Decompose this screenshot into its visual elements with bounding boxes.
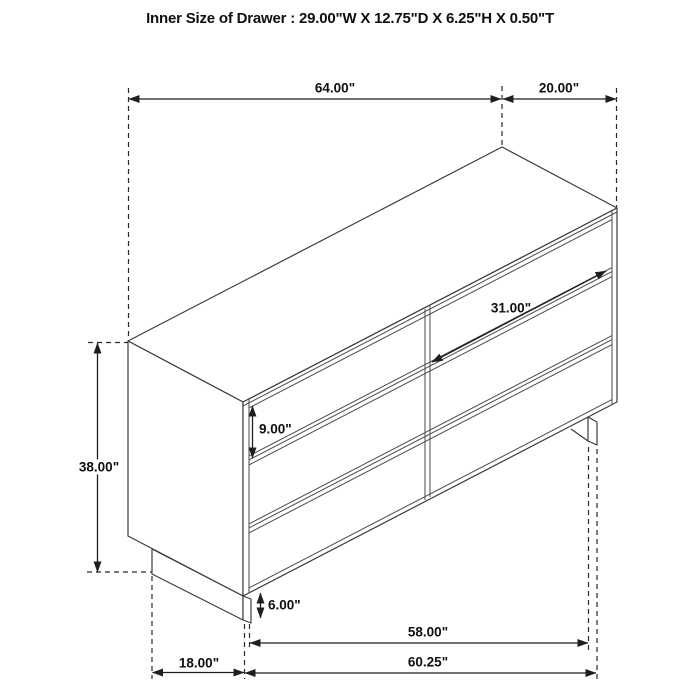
overall-width-dimension-label: 64.00" [314, 80, 356, 96]
overall-height-dimension-label: 38.00" [76, 460, 122, 475]
base-outer-width-dimension-label: 60.25" [407, 654, 449, 670]
base-inner-width-dimension-label: 58.00" [407, 624, 449, 640]
drawer-height-dimension-label: 9.00" [259, 421, 292, 437]
leg-height-dimension-label: 6.00" [268, 597, 301, 613]
base-depth-dimension-label: 18.00" [178, 655, 220, 671]
diagram-title: Inner Size of Drawer : 29.00"W X 12.75"D X 6.25"H X 0.50"T [146, 10, 554, 27]
front-right-leg-bracket [571, 429, 588, 441]
front-left-leg [243, 596, 251, 623]
drawer-width-dimension-label: 31.00" [490, 300, 532, 316]
overall-depth-dimension-label: 20.00" [538, 80, 580, 96]
front-right-leg [588, 417, 597, 445]
